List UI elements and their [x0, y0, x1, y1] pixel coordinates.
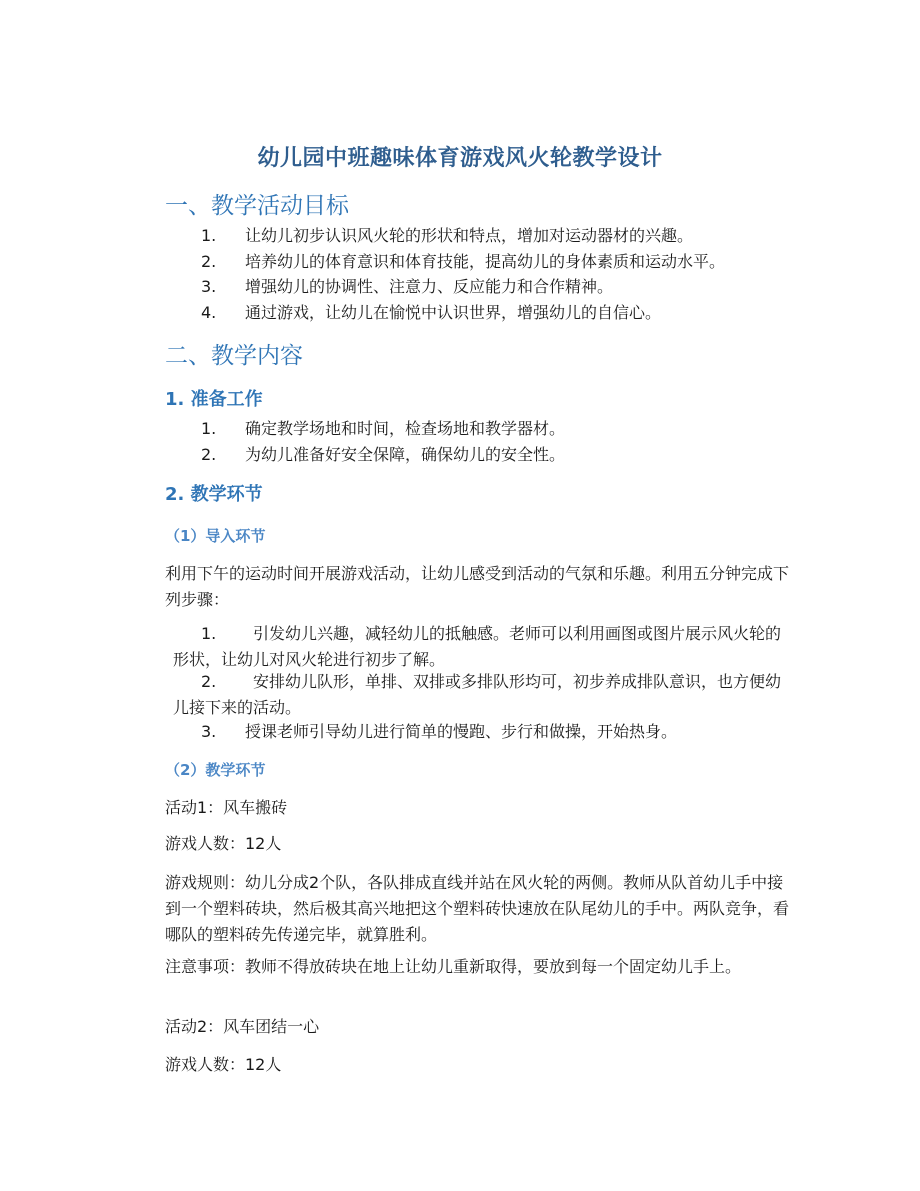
list-number: 2. — [201, 672, 217, 691]
activity-1-players: 游戏人数：12人 — [165, 834, 282, 853]
activity-1-title: 活动1：风车搬砖 — [165, 798, 288, 817]
part-heading-teaching: （2）教学环节 — [165, 761, 266, 779]
section-heading-goals: 一、教学活动目标 — [165, 193, 349, 219]
document-title: 幼儿园中班趣味体育游戏风火轮教学设计 — [257, 146, 663, 171]
activity-2-players: 游戏人数：12人 — [165, 1055, 282, 1074]
list-number: 1. — [201, 624, 217, 643]
list-item — [165, 621, 795, 673]
section-heading-content: 二、教学内容 — [165, 343, 303, 369]
list-text: 通过游戏，让幼儿在愉悦中认识世界，增强幼儿的自信心。 — [245, 303, 662, 322]
intro-paragraph: 利用下午的运动时间开展游戏活动，让幼儿感受到活动的气氛和乐趣。利用五分钟完成下列步骤： — [165, 564, 790, 609]
activity-1-notes: 注意事项：教师不得放砖块在地上让幼儿重新取得，要放到每一个固定幼儿手上。 — [165, 957, 742, 976]
subsection-heading-preparation: 1. 准备工作 — [165, 389, 263, 410]
list-number: 4. — [201, 303, 217, 322]
list-number: 3. — [201, 277, 217, 296]
list-number: 3. — [201, 722, 217, 741]
list-item — [165, 669, 795, 721]
list-text: 让幼儿初步认识风火轮的形状和特点，增加对运动器材的兴趣。 — [245, 226, 694, 245]
list-text: 引发幼儿兴趣，减轻幼儿的抵触感。老师可以利用画图或图片展示风火轮的形状，让幼儿对风火轮进行初步了解。 — [173, 624, 782, 669]
activity-2-title: 活动2：风车团结一心 — [165, 1017, 320, 1036]
list-number: 2. — [201, 445, 217, 464]
subsection-heading-teaching: 2. 教学环节 — [165, 484, 263, 505]
list-text: 确定教学场地和时间，检查场地和教学器材。 — [245, 419, 566, 438]
part-heading-intro: （1）导入环节 — [165, 527, 266, 545]
list-number: 1. — [201, 226, 217, 245]
list-text: 安排幼儿队形，单排、双排或多排队形均可，初步养成排队意识，也方便幼儿接下来的活动。 — [173, 672, 782, 717]
list-number: 1. — [201, 419, 217, 438]
list-text: 增强幼儿的协调性、注意力、反应能力和合作精神。 — [245, 277, 614, 296]
list-text: 授课老师引导幼儿进行简单的慢跑、步行和做操，开始热身。 — [245, 722, 678, 741]
list-text: 为幼儿准备好安全保障，确保幼儿的安全性。 — [245, 445, 566, 464]
list-text: 培养幼儿的体育意识和体育技能，提高幼儿的身体素质和运动水平。 — [245, 252, 726, 271]
list-number: 2. — [201, 252, 217, 271]
activity-1-rules: 游戏规则：幼儿分成2个队，各队排成直线并站在风火轮的两侧。教师从队首幼儿手中接到一个塑料砖块，然后极其高兴地把这个塑料砖快速放在队尾幼儿的手中。两队竞争，看哪队的塑料砖先传递完毕，就算胜利。 — [165, 873, 790, 944]
